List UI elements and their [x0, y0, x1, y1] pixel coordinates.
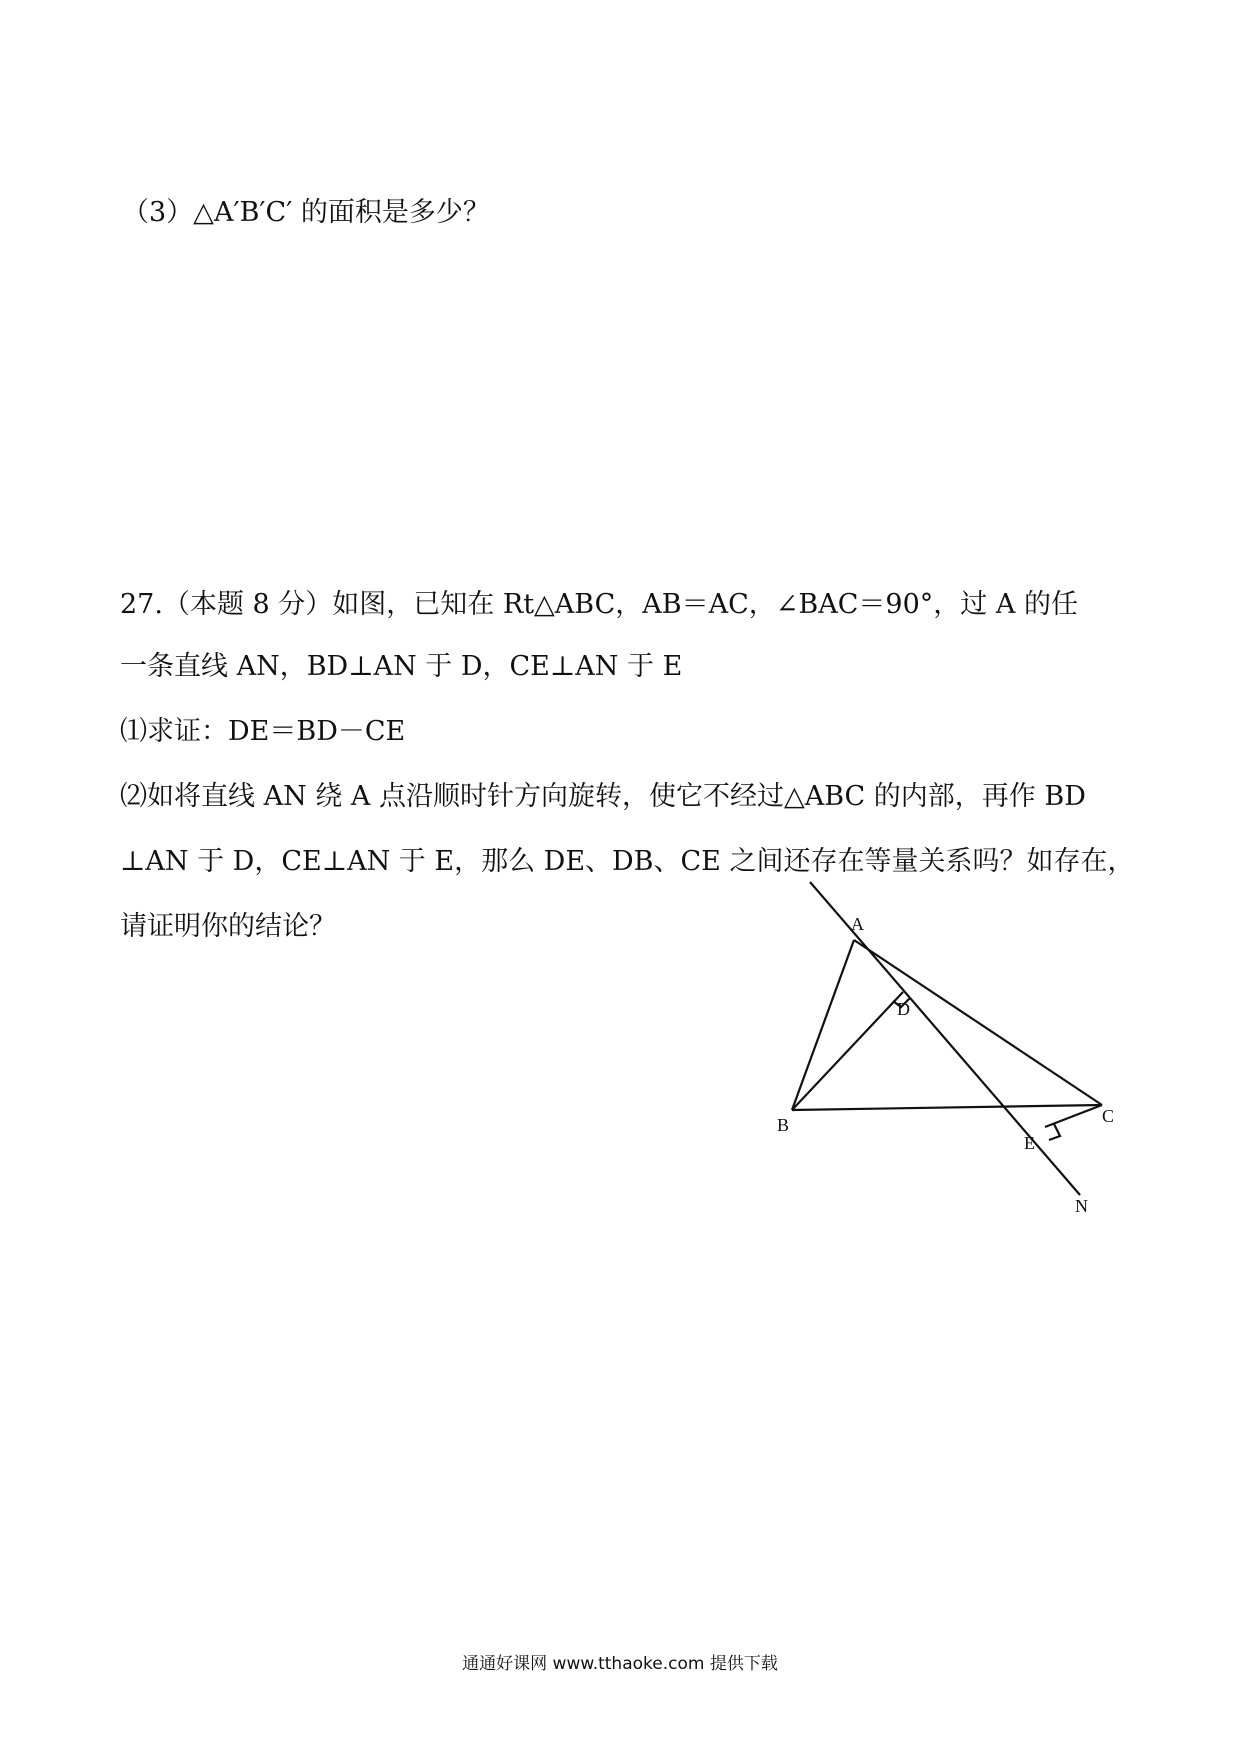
- side-bc: [792, 1105, 1102, 1110]
- geometry-figure: [760, 860, 1120, 1220]
- question-27-part-1: ⑴求证：DE＝BD－CE: [120, 716, 406, 747]
- question-27-line-1: 27.（本题 8 分）如图，已知在 Rt△ABC，AB＝AC，∠BAC＝90°，过 A 的任: [120, 589, 1078, 620]
- triangle-diagram: [760, 860, 1120, 1220]
- right-angle-e: [1049, 1124, 1060, 1140]
- question-3-text: （3）△A′B′C′ 的面积是多少？: [122, 197, 490, 228]
- label-d: D: [897, 999, 910, 1019]
- question-27-part-2-line-1: ⑵如将直线 AN 绕 A 点沿顺时针方向旋转，使它不经过△ABC 的内部，再作 BD: [120, 781, 1086, 812]
- side-ac: [854, 940, 1102, 1105]
- label-b: B: [777, 1115, 790, 1135]
- question-27-line-2: 一条直线 AN，BD⊥AN 于 D，CE⊥AN 于 E: [120, 651, 683, 682]
- label-n: N: [1075, 1196, 1088, 1216]
- segment-ce: [1045, 1105, 1102, 1127]
- question-27-part-2-line-3: 请证明你的结论？: [120, 911, 336, 942]
- question-27-part-2-line-2: ⊥AN 于 D，CE⊥AN 于 E，那么 DE、DB、CE 之间还存在等量关系吗？如存在，: [120, 846, 1135, 877]
- side-ab: [792, 940, 854, 1110]
- page-footer: 通通好课网 www.tthaoke.com 提供下载: [462, 1654, 778, 1674]
- label-a: A: [851, 914, 864, 934]
- label-c: C: [1102, 1106, 1115, 1126]
- segment-bd: [792, 992, 903, 1110]
- label-e: E: [1024, 1133, 1035, 1153]
